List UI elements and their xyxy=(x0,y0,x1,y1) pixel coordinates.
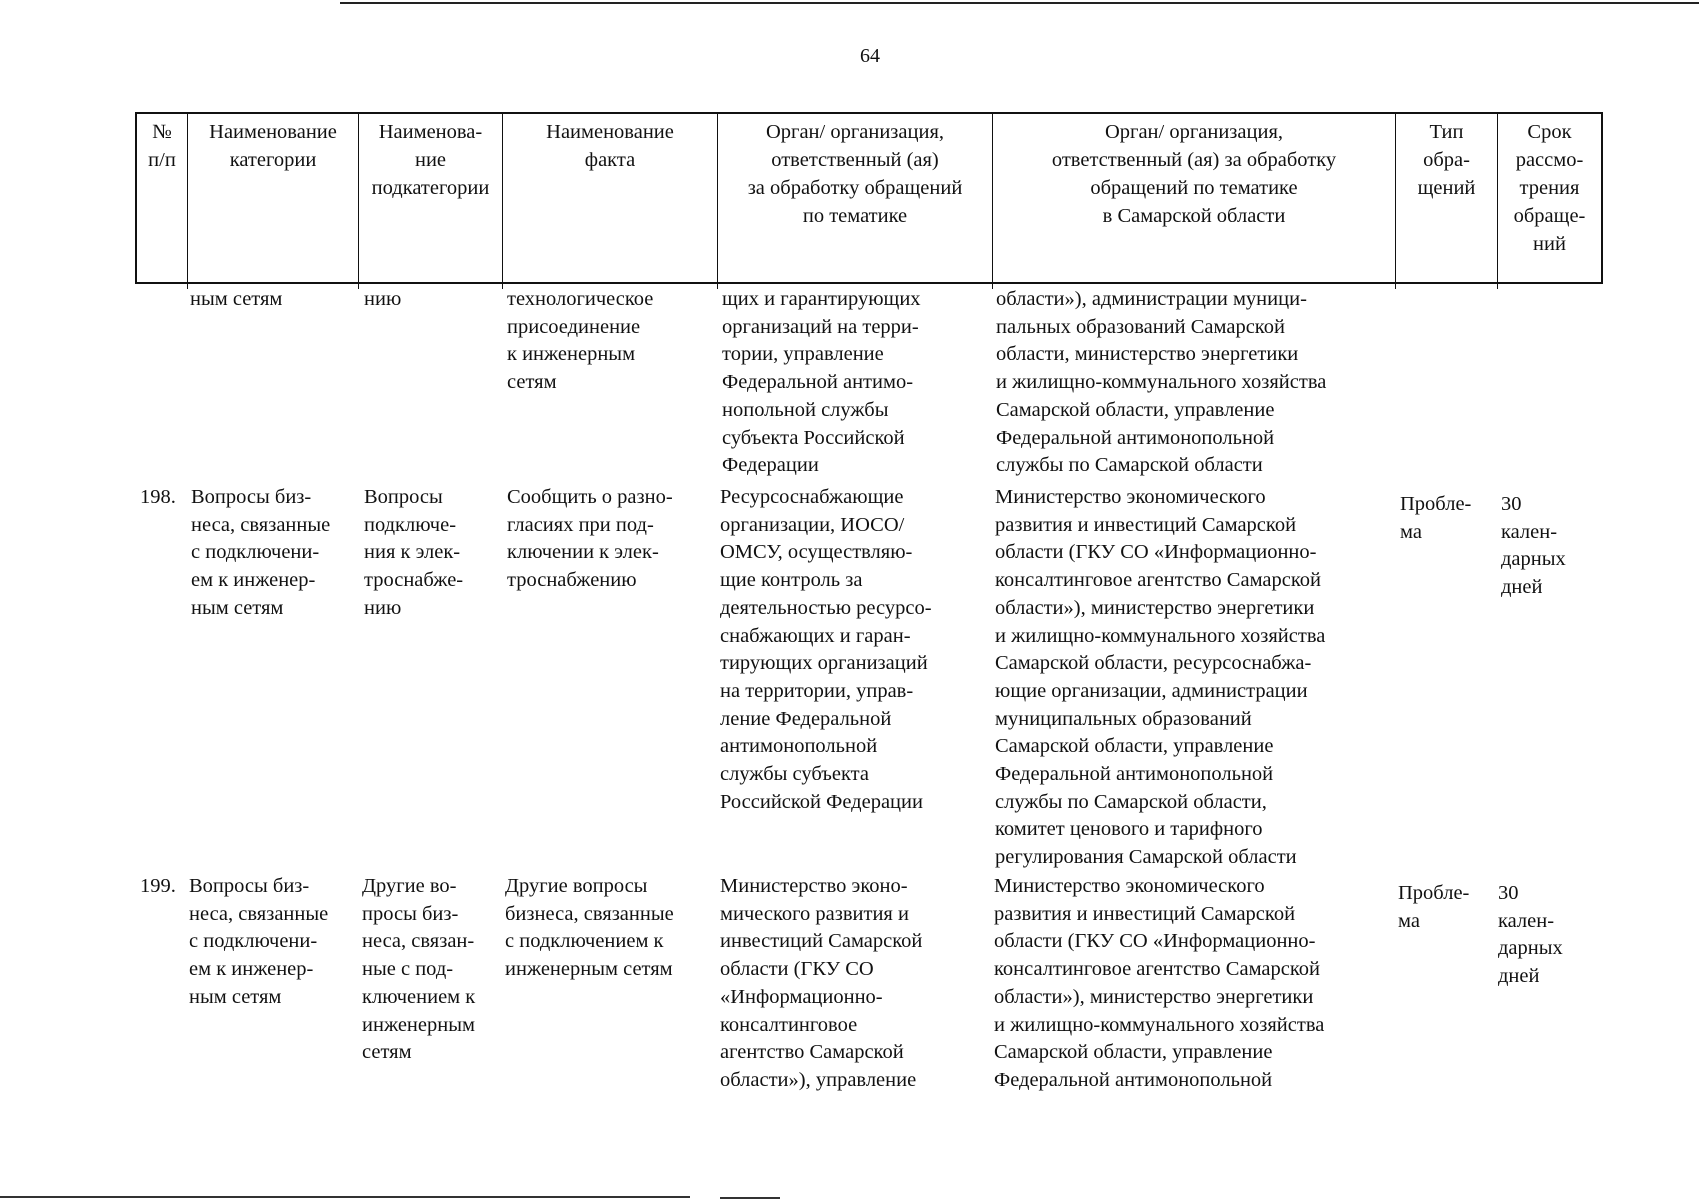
header-category: Наименование категории xyxy=(188,114,359,289)
row-subcategory: Вопросы подключе- ния к элек- троснабже- нию xyxy=(364,486,464,619)
row-type: Пробле- ма xyxy=(1400,493,1472,543)
table-header xyxy=(135,112,1603,284)
row-number: 198. xyxy=(140,486,176,508)
row-fact: технологическое присоединение к инженерным сетям xyxy=(507,288,654,394)
row-org: Ресурсоснабжающие организации, ИОСО/ ОМСУ, осуществляю- щие контроль за деятельностью ресурсо- снабжающих и гаран- тирующих организаций на территории, управ- ление Федеральной антимонопольной службы субъекта Российской Федерации xyxy=(720,486,932,813)
row-org-region: области»), администрации муници- пальных образований Самарской области, министерство энергетики и жилищно-коммунального хозяйства Самарской области, управление Федеральной антимонопольной службы по Самарской области xyxy=(996,288,1327,477)
header-term: Срок рассмо- трения обраще- ний xyxy=(1513,121,1586,255)
row-term: 30 кален- дарных дней xyxy=(1498,882,1563,988)
row-category: Вопросы биз- неса, связанные с подключени- ем к инженер- ным сетям xyxy=(191,486,331,619)
header-type: Тип обра- щений xyxy=(1396,114,1498,289)
row-org-region: Министерство экономического развития и инвестиций Самарской области (ГКУ СО «Информационно- консалтинговое агентство Самарской области»), министерство энергетики и жилищно-коммунального хозяйства Самарской области, управление Федеральной антимонопольной xyxy=(994,875,1325,1091)
page-bottom-rule xyxy=(720,1197,780,1199)
page-top-rule xyxy=(340,2,1699,4)
row-term: 30 кален- дарных дней xyxy=(1501,493,1566,599)
row-type: Пробле- ма xyxy=(1398,882,1470,932)
row-org-region: Министерство экономического развития и инвестиций Самарской области (ГКУ СО «Информационно- консалтинговое агентство Самарской области»), министерство энергетики и жилищно-коммунального хозяйства Самарской области, ресурсоснабжа- ющие организации, администрации муниципальных образований Самарской области, управление Федеральной антимонопольной службы по Самарской области, комитет ценового и тарифного регулирования Самарской области xyxy=(995,486,1326,869)
header-fact: Наименование факта xyxy=(503,114,718,289)
header-subcategory: Наименова- ние подкатегории xyxy=(359,114,503,289)
row-org: Министерство эконо- мического развития и инвестиций Самарской области (ГКУ СО «Информационно- консалтинговое агентство Самарской области»), управление xyxy=(720,875,923,1091)
row-category: ным сетям xyxy=(190,288,283,310)
row-category: Вопросы биз- неса, связанные с подключени- ем к инженер- ным сетям xyxy=(189,875,329,1008)
header-num: № п/п xyxy=(137,114,188,289)
row-subcategory: нию xyxy=(364,288,402,310)
row-fact: Другие вопросы бизнеса, связанные с подключением к инженерным сетям xyxy=(505,875,674,981)
page-number: 64 xyxy=(860,45,880,67)
row-number: 199. xyxy=(140,875,176,897)
header-org: Орган/ организация, ответственный (ая) за обработку обращений по тематике xyxy=(718,114,993,289)
row-subcategory: Другие во- просы биз- неса, связан- ные с под- ключением к инженерным сетям xyxy=(362,875,476,1064)
row-org: щих и гарантирующих организаций на терри- тории, управление Федеральной антимо- нопольной службы субъекта Российской Федерации xyxy=(722,288,921,477)
row-fact: Сообщить о разно- гласиях при под- ключении к элек- троснабжению xyxy=(507,486,673,592)
page-bottom-rule xyxy=(0,1196,690,1198)
header-org-region: Орган/ организация, ответственный (ая) за обработку обращений по тематике в Самарской области xyxy=(993,114,1396,289)
